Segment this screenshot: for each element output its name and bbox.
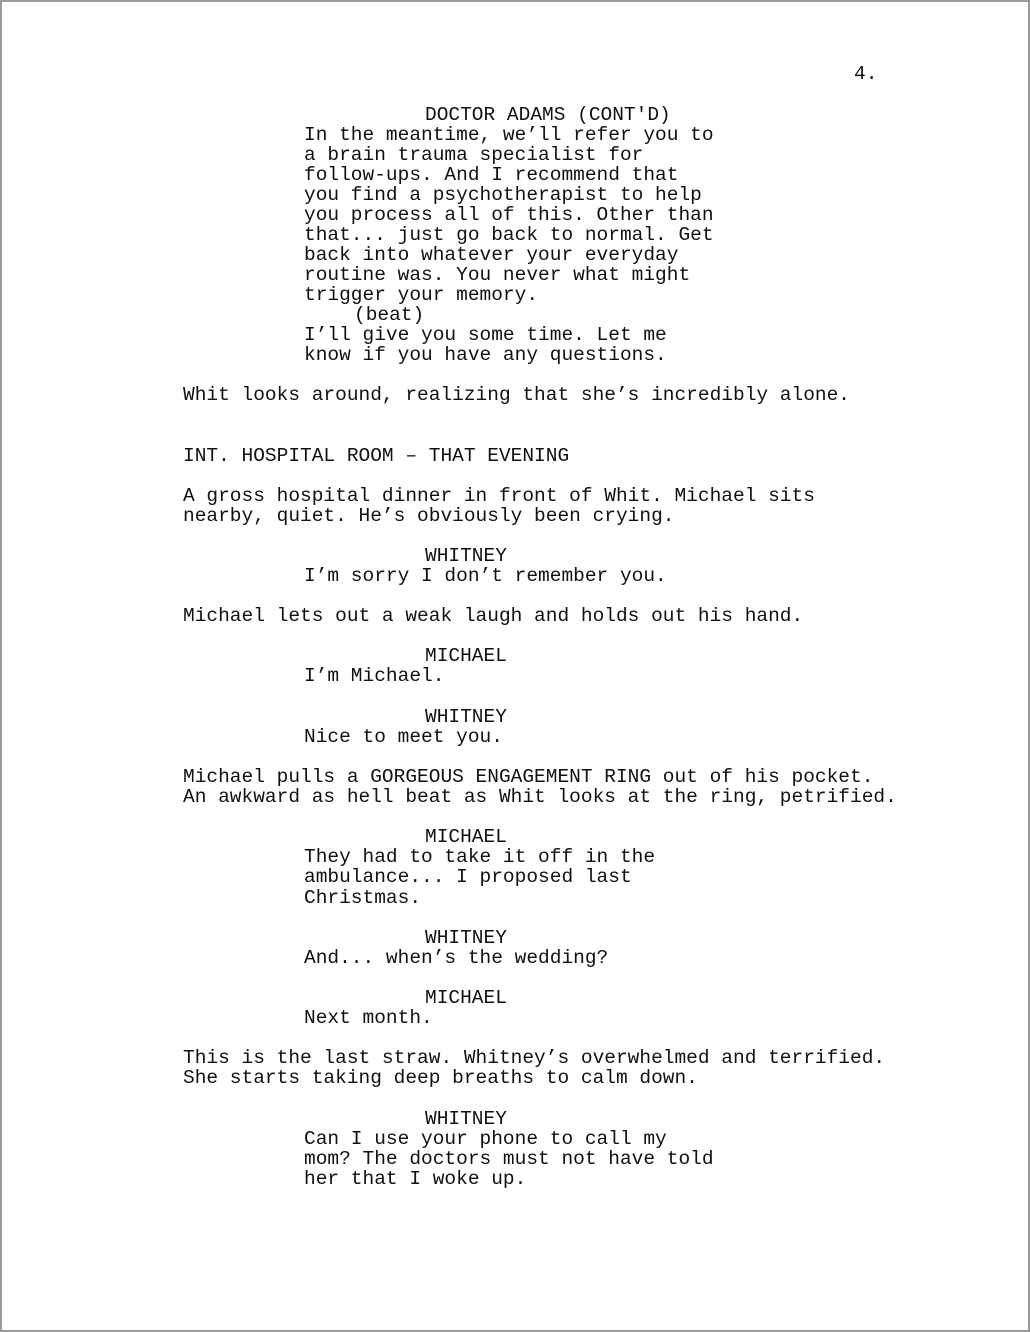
dialogue-line: mom? The doctors must not have told xyxy=(304,1148,714,1170)
dialogue-line: In the meantime, we’ll refer you to xyxy=(304,124,714,146)
dialogue-line: follow-ups. And I recommend that xyxy=(304,164,679,186)
character-cue-whitney: WHITNEY xyxy=(425,706,507,728)
dialogue-line: you find a psychotherapist to help xyxy=(304,184,702,206)
dialogue-line: ambulance... I proposed last xyxy=(304,866,632,888)
dialogue-line: I’ll give you some time. Let me xyxy=(304,324,667,346)
character-cue-whitney: WHITNEY xyxy=(425,545,507,567)
character-cue-michael: MICHAEL xyxy=(425,987,507,1009)
dialogue-line: I’m sorry I don’t remember you. xyxy=(304,565,667,587)
scene-heading: INT. HOSPITAL ROOM – THAT EVENING xyxy=(183,445,570,467)
dialogue-line: Next month. xyxy=(304,1007,433,1029)
parenthetical-beat: (beat) xyxy=(354,304,425,326)
action-line: A gross hospital dinner in front of Whit. Michael sits xyxy=(183,485,815,507)
dialogue-line: I’m Michael. xyxy=(304,665,445,687)
page-number: 4. xyxy=(854,63,878,85)
dialogue-line: you process all of this. Other than xyxy=(304,204,714,226)
dialogue-line: routine was. You never what might xyxy=(304,264,691,286)
dialogue-line: back into whatever your everyday xyxy=(304,244,679,266)
dialogue-line: Nice to meet you. xyxy=(304,726,503,748)
character-cue-michael: MICHAEL xyxy=(425,826,507,848)
character-cue-whitney: WHITNEY xyxy=(425,927,507,949)
character-cue-michael: MICHAEL xyxy=(425,645,507,667)
action-line: Michael lets out a weak laugh and holds out his hand. xyxy=(183,605,804,627)
dialogue-line: her that I woke up. xyxy=(304,1168,527,1190)
action-line: She starts taking deep breaths to calm down. xyxy=(183,1067,698,1089)
dialogue-line: a brain trauma specialist for xyxy=(304,144,644,166)
dialogue-line: Christmas. xyxy=(304,887,422,909)
action-line: nearby, quiet. He’s obviously been crying. xyxy=(183,505,675,527)
dialogue-line: know if you have any questions. xyxy=(304,344,667,366)
action-line: Michael pulls a GORGEOUS ENGAGEMENT RING out of his pocket. xyxy=(183,766,874,788)
dialogue-line: that... just go back to normal. Get xyxy=(304,224,714,246)
character-cue-doctor-adams: DOCTOR ADAMS (CONT'D) xyxy=(425,104,671,126)
dialogue-line: trigger your memory. xyxy=(304,284,539,306)
dialogue-line: Can I use your phone to call my xyxy=(304,1128,667,1150)
action-line: An awkward as hell beat as Whit looks at the ring, petrified. xyxy=(183,786,897,808)
action-line: This is the last straw. Whitney’s overwhelmed and terrified. xyxy=(183,1047,886,1069)
character-cue-whitney: WHITNEY xyxy=(425,1108,507,1130)
action-line: Whit looks around, realizing that she’s incredibly alone. xyxy=(183,384,851,406)
dialogue-line: They had to take it off in the xyxy=(304,846,656,868)
dialogue-line: And... when’s the wedding? xyxy=(304,947,609,969)
